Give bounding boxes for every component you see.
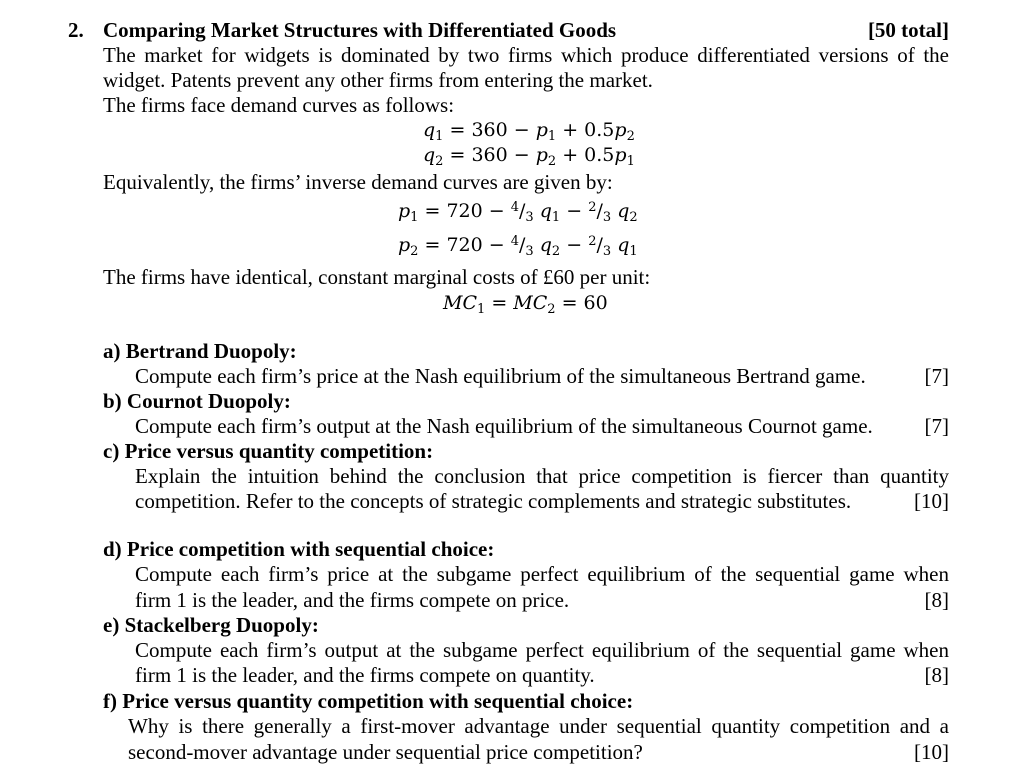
- intro-line-1: The market for widgets is dominated by two firms which produce differentiated versions of the: [103, 43, 949, 67]
- question-number: 2.: [68, 18, 84, 42]
- part-a-marks: [7]: [924, 364, 949, 388]
- part-e-line-2: firm 1 is the leader, and the firms compete on quantity.: [135, 663, 595, 687]
- part-c-marks: [10]: [914, 489, 949, 513]
- part-a-line-1: Compute each firm’s price at the Nash equilibrium of the simultaneous Bertrand game.: [135, 364, 866, 388]
- part-e-label: e) Stackelberg Duopoly:: [103, 613, 319, 637]
- part-f-line-1: Why is there generally a first-mover advantage under sequential quantity competition and a: [128, 714, 949, 738]
- intro-line-3: The firms face demand curves as follows:: [103, 93, 455, 117]
- inverse-demand-intro: Equivalently, the firms’ inverse demand curves are given by:: [103, 170, 613, 194]
- part-c-line-2: competition. Refer to the concepts of strategic complements and strategic substitutes.: [135, 489, 852, 513]
- part-d-line-1: Compute each firm’s price at the subgame perfect equilibrium of the sequential game when: [135, 562, 949, 586]
- intro-line-2: widget. Patents prevent any other firms from entering the market.: [103, 68, 653, 92]
- part-b-label: b) Cournot Duopoly:: [103, 389, 291, 413]
- part-d-marks: [8]: [924, 588, 949, 612]
- part-f-marks: [10]: [914, 740, 949, 764]
- question-title: Comparing Market Structures with Differentiated Goods: [103, 18, 617, 42]
- part-d-line-2: firm 1 is the leader, and the firms compete on price.: [135, 588, 570, 612]
- demand-equation-2: $q_2 = 360 - p_2 + 0.5p_1$: [423, 144, 635, 169]
- part-a-label: a) Bertrand Duopoly:: [103, 339, 297, 363]
- part-d-label: d) Price competition with sequential choice:: [103, 537, 495, 561]
- part-f-line-2: second-mover advantage under sequential price competition?: [128, 740, 643, 764]
- marginal-cost-intro: The firms have identical, constant marginal costs of £60 per unit:: [103, 265, 651, 289]
- inverse-demand-equation-1: $p_1 = 720 - ^4/_3$ $q_1 - ^2/_3$ $q_2$: [398, 200, 638, 225]
- part-b-marks: [7]: [924, 414, 949, 438]
- part-b-line-1: Compute each firm’s output at the Nash equilibrium of the simultaneous Cournot game.: [135, 414, 873, 438]
- part-e-marks: [8]: [924, 663, 949, 687]
- marginal-cost-equation: $MC_1 = MC_2 = 60$: [443, 292, 608, 317]
- part-e-line-1: Compute each firm’s output at the subgame perfect equilibrium of the sequential game when: [135, 638, 949, 662]
- part-c-line-1: Explain the intuition behind the conclusion that price competition is fiercer than quantity: [135, 464, 949, 488]
- inverse-demand-equation-2: $p_2 = 720 - ^4/_3$ $q_2 - ^2/_3$ $q_1$: [398, 234, 638, 259]
- demand-equation-1: $q_1 = 360 - p_1 + 0.5p_2$: [423, 119, 635, 144]
- total-marks: [50 total]: [867, 18, 949, 42]
- part-c-label: c) Price versus quantity competition:: [103, 439, 434, 463]
- part-f-label: f) Price versus quantity competition with sequential choice:: [103, 689, 634, 713]
